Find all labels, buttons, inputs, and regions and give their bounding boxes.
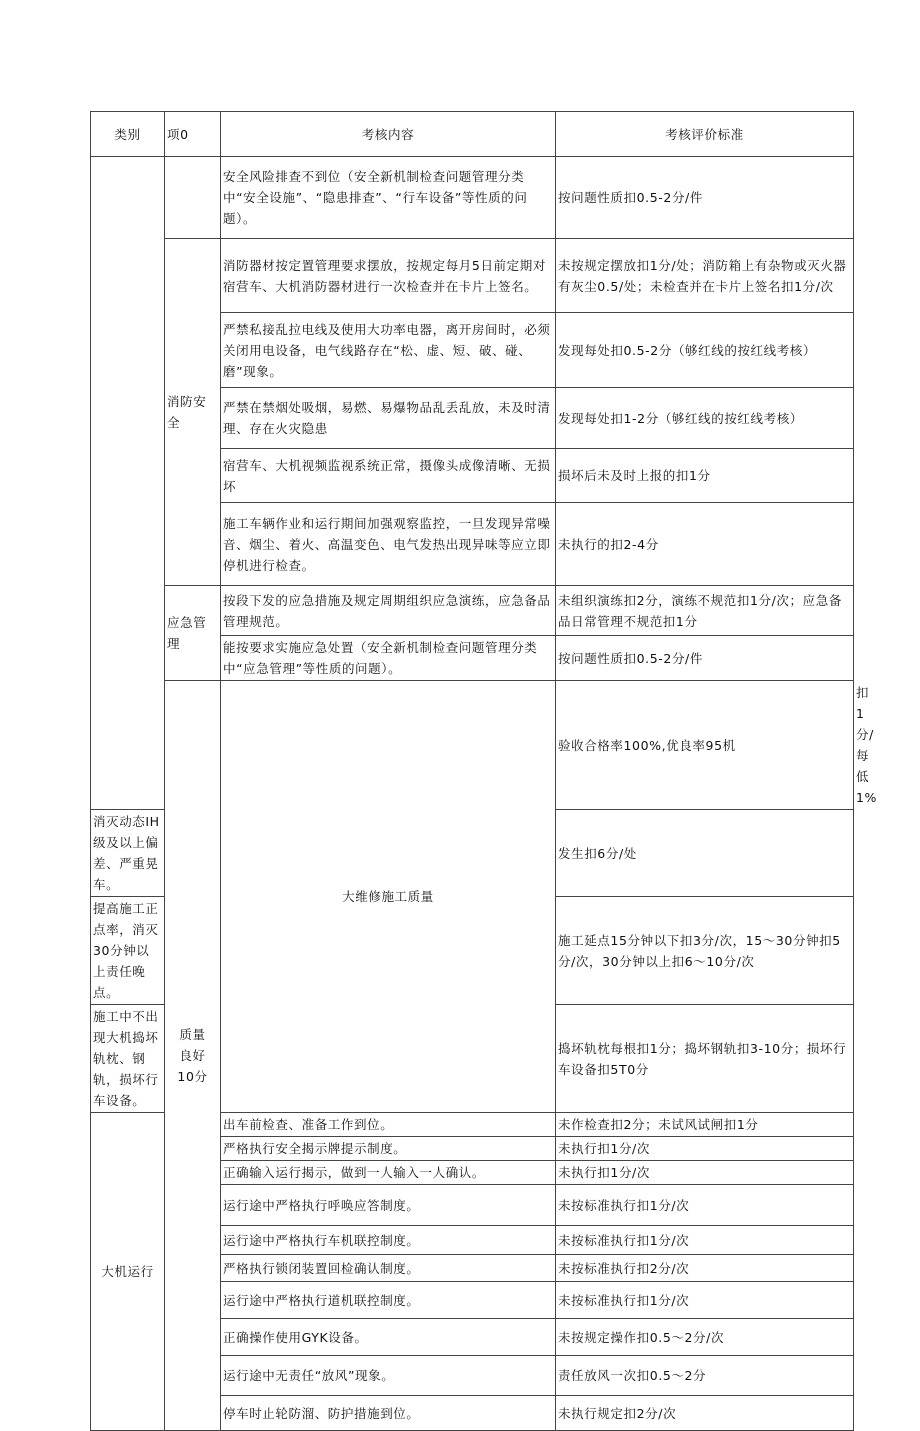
standard-cell: 按问题性质扣0.5-2分/件 — [556, 157, 854, 239]
content-cell: 施工中不出现大机捣坏轨枕、钢轨，损坏行车设备。 — [91, 1005, 165, 1113]
header-standard: 考核评价标准 — [556, 112, 854, 157]
content-cell: 宿营车、大机视频监视系统正常，摄像头成像清晰、无损坏 — [221, 449, 556, 503]
standard-cell: 未按标准执行扣1分/次 — [556, 1282, 854, 1319]
subcategory-emergency: 应急管理 — [165, 586, 221, 681]
table-row — [91, 157, 854, 239]
header-row — [91, 112, 854, 157]
header-category: 类别 — [91, 112, 165, 157]
content-cell: 消灭动态IH级及以上偏差、严重晃车。 — [91, 810, 165, 897]
content-cell: 运行途中严格执行呼唤应答制度。 — [221, 1185, 556, 1226]
standard-cell: 未作检查扣2分；未试风试闸扣1分 — [556, 1113, 854, 1137]
category-quality-line3: 10分 — [177, 1069, 208, 1084]
standard-cell: 施工延点15分钟以下扣3分/次，15～30分钟扣5分/次，30分钟以上扣6～10分/次 — [556, 897, 854, 1005]
content-cell: 能按要求实施应急处置（安全新机制检查问题管理分类中“应急管理”等性质的问题）。 — [221, 636, 556, 681]
content-cell: 运行途中无责任“放风”现象。 — [221, 1356, 556, 1396]
content-cell: 严禁私接乱拉电线及使用大功率电器，离开房间时，必须关闭用电设备，电气线路存在“松、虚、短、破、碰、磨”现象。 — [221, 313, 556, 388]
content-cell: 施工车辆作业和运行期间加强观察监控，一旦发现异常噪音、烟尘、着火、高温变色、电气发热出现异味等应立即停机进行检查。 — [221, 503, 556, 586]
standard-cell: 发生扣6分/处 — [556, 810, 854, 897]
standard-cell: 按问题性质扣0.5-2分/件 — [556, 636, 854, 681]
standard-cell: 未执行规定扣2分/次 — [556, 1396, 854, 1431]
standard-cell: 未按标准执行扣1分/次 — [556, 1185, 854, 1226]
content-cell: 消防器材按定置管理要求摆放，按规定每月5日前定期对宿营车、大机消防器材进行一次检查并在卡片上签名。 — [221, 239, 556, 313]
standard-cell: 未按规定操作扣0.5～2分/次 — [556, 1319, 854, 1356]
standard-cell: 未按标准执行扣2分/次 — [556, 1255, 854, 1282]
standard-cell: 未组织演练扣2分，演练不规范扣1分/次；应急备品日常管理不规范扣1分 — [556, 586, 854, 636]
subcategory-fire-safety: 消防安全 — [165, 239, 221, 586]
standard-cell: 损坏后未及时上报的扣1分 — [556, 449, 854, 503]
content-cell: 严格执行安全揭示牌提示制度。 — [221, 1137, 556, 1161]
standard-cell: 发现每处扣0.5-2分（够红线的按红线考核） — [556, 313, 854, 388]
content-cell: 正确操作使用GYK设备。 — [221, 1319, 556, 1356]
category-quality-line2: 良好 — [179, 1048, 206, 1063]
standard-cell: 未执行的扣2-4分 — [556, 503, 854, 586]
subcategory-cell-safety — [165, 157, 221, 239]
content-cell: 按段下发的应急措施及规定周期组织应急演练，应急备品管理规范。 — [221, 586, 556, 636]
subcategory-operation: 大机运行 — [91, 1113, 165, 1431]
content-cell: 提高施工正点率，消灭30分钟以上责任晚点。 — [91, 897, 165, 1005]
assessment-table — [90, 111, 878, 1431]
standard-cell: 责任放风一次扣0.5～2分 — [556, 1356, 854, 1396]
category-quality-line1: 质量 — [179, 1027, 206, 1042]
standard-cell: 未按规定摆放扣1分/处；消防箱上有杂物或灭火器有灰尘0.5/处；未检查并在卡片上签名扣1分/次 — [556, 239, 854, 313]
content-cell: 验收合格率100%,优良率95机 — [556, 681, 854, 810]
standard-cell: 未按标准执行扣1分/次 — [556, 1226, 854, 1255]
content-cell: 正确输入运行揭示，做到一人输入一人确认。 — [221, 1161, 556, 1185]
header-content: 考核内容 — [221, 112, 556, 157]
standard-cell: 发现每处扣1-2分（够红线的按红线考核） — [556, 388, 854, 449]
content-cell: 出车前检查、准备工作到位。 — [221, 1113, 556, 1137]
standard-cell: 捣坏轨枕每根扣1分；捣坏钢轨扣3-10分；损坏行车设备扣5T0分 — [556, 1005, 854, 1113]
standard-cell: 未执行扣1分/次 — [556, 1161, 854, 1185]
content-cell: 停车时止轮防溜、防护措施到位。 — [221, 1396, 556, 1431]
content-cell: 运行途中严格执行道机联控制度。 — [221, 1282, 556, 1319]
content-cell: 运行途中严格执行车机联控制度。 — [221, 1226, 556, 1255]
category-cell-safety — [91, 157, 165, 810]
table-row — [91, 239, 854, 313]
category-quality — [165, 681, 221, 1431]
subcategory-maintenance: 大维修施工质量 — [221, 681, 556, 1113]
content-cell: 严格执行锁闭装置回检确认制度。 — [221, 1255, 556, 1282]
table-row: 质量 良好 10分 大维修施工质量 验收合格率100%,优良率95机 扣1分/每低1% — [91, 681, 854, 810]
standard-cell: 未执行扣1分/次 — [556, 1137, 854, 1161]
content-cell: 安全风险排查不到位（安全新机制检查问题管理分类中“安全设施”、“隐患排查”、“行车设备”等性质的问题）。 — [221, 157, 556, 239]
header-item: 项0 — [165, 112, 221, 157]
content-cell: 严禁在禁烟处吸烟，易燃、易爆物品乱丢乱放，未及时清理、存在火灾隐患 — [221, 388, 556, 449]
table-row — [91, 586, 854, 636]
